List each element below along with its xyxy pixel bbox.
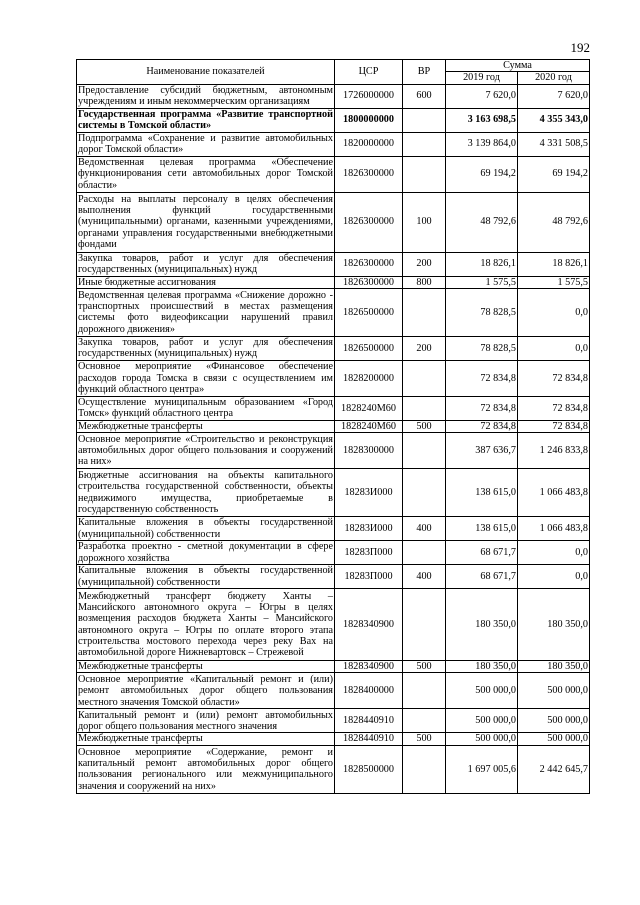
row-vr-cell	[403, 156, 446, 192]
row-value-2019-cell: 1 697 005,6	[446, 745, 518, 793]
table-row	[77, 541, 590, 565]
row-name-cell: Основное мероприятие «Содержание, ремонт и капитальный ремонт автомобильных дорог общего пользования регионального или межмуниципального значения и сооружений на них»	[78, 746, 333, 792]
row-vr-cell: 600	[403, 84, 446, 108]
row-vr-cell: 400	[403, 565, 446, 589]
table-row	[77, 709, 590, 733]
table-row	[77, 733, 590, 745]
row-value-2020-cell: 2 442 645,7	[518, 745, 590, 793]
row-vr-cell	[403, 745, 446, 793]
row-vr-cell	[403, 360, 446, 396]
row-code-cell: 1828440910	[335, 733, 403, 745]
table-row	[77, 396, 590, 420]
row-name-cell: Закупка товаров, работ и услуг для обеспечения государственных (муниципальных) нужд	[78, 252, 333, 276]
row-code-cell: 1820000000	[335, 132, 403, 156]
table-row	[77, 661, 590, 673]
row-code-cell: 1826300000	[335, 192, 403, 252]
row-vr-cell	[403, 589, 446, 661]
row-value-2020-cell: 18 826,1	[518, 252, 590, 276]
row-vr-cell	[403, 132, 446, 156]
row-value-2019-cell: 68 671,7	[446, 541, 518, 565]
table-row	[77, 288, 590, 336]
table-row	[77, 336, 590, 360]
row-code-cell: 1800000000	[335, 108, 403, 132]
row-name-cell: Бюджетные ассигнования на объекты капитального строительства государственной собственности, объекты недвижимого имущества, приобретаемые в государственную собственность	[78, 470, 333, 515]
row-value-2019-cell: 3 163 698,5	[446, 108, 518, 132]
table-row	[77, 132, 590, 156]
table-body	[77, 84, 590, 793]
row-vr-cell	[403, 673, 446, 709]
row-name-cell: Осуществление муниципальным образованием «Город Томск» функций областного центра	[78, 397, 333, 420]
row-value-2019-cell: 180 350,0	[446, 589, 518, 661]
row-vr-cell	[403, 469, 446, 517]
row-vr-cell	[403, 541, 446, 565]
row-name-cell: Расходы на выплаты персоналу в целях обеспечения выполнения функций государственными (муниципальными) органами, казенными учреждениями, органами управления государственными внебюджетными фондами	[77, 192, 335, 252]
row-value-2019-cell: 69 194,2	[446, 156, 518, 192]
row-value-2020-cell: 1 575,5	[518, 276, 590, 288]
row-code-cell: 1826300000	[335, 252, 403, 276]
row-vr-cell: 800	[403, 276, 446, 288]
row-vr-cell: 100	[403, 192, 446, 252]
row-code-cell: 1826500000	[335, 288, 403, 336]
row-value-2020-cell: 1 066 483,8	[518, 469, 590, 517]
row-name-cell: Межбюджетный трансферт бюджету Ханты – Мансийского автономного округа – Югры в целях возмещения расходов бюджета Ханты – Мансийского автономного округа – Югры по оплате второго этапа строительства мостового перехода через реку Вах на автомобильной дороге Нижневартовск – Стрежевой	[77, 589, 335, 661]
row-value-2020-cell: 180 350,0	[518, 589, 590, 661]
row-code-cell: 18283И000	[335, 517, 403, 541]
row-value-2019-cell: 48 792,6	[446, 192, 518, 252]
row-name-cell: Капитальный ремонт и (или) ремонт автомобильных дорог общего пользования местного значения	[78, 709, 333, 732]
row-value-2019-cell: 387 636,7	[446, 433, 518, 469]
row-vr-cell	[403, 433, 446, 469]
row-value-2020-cell: 72 834,8	[518, 420, 590, 432]
row-code-cell: 1828240М60	[335, 420, 403, 432]
row-value-2019-cell: 180 350,0	[446, 661, 518, 673]
header-vr: ВР	[403, 60, 446, 85]
table-row	[77, 517, 590, 541]
table-row	[77, 360, 590, 396]
table-row	[77, 673, 590, 709]
row-code-cell: 1828500000	[335, 745, 403, 793]
row-value-2020-cell: 500 000,0	[518, 709, 590, 733]
row-vr-cell: 500	[403, 661, 446, 673]
row-vr-cell: 400	[403, 517, 446, 541]
row-value-2019-cell: 72 834,8	[446, 420, 518, 432]
row-value-2020-cell: 0,0	[518, 288, 590, 336]
row-value-2019-cell: 72 834,8	[446, 360, 518, 396]
row-name-cell: Межбюджетные трансферты	[77, 420, 335, 432]
row-value-2020-cell: 1 066 483,8	[518, 517, 590, 541]
row-code-cell: 1826300000	[335, 276, 403, 288]
row-vr-cell: 500	[403, 733, 446, 745]
header-year-2020: 2020 год	[518, 72, 590, 84]
table-row	[77, 589, 590, 661]
row-name-cell: Основное мероприятие «Финансовое обеспечение расходов города Томска в связи с осуществлением им функций областного центра»	[78, 361, 333, 396]
row-code-cell: 18283П000	[335, 565, 403, 589]
row-vr-cell: 200	[403, 336, 446, 360]
row-code-cell: 1828340900	[335, 661, 403, 673]
row-value-2020-cell: 0,0	[518, 541, 590, 565]
row-value-2020-cell: 0,0	[518, 565, 590, 589]
row-vr-cell: 200	[403, 252, 446, 276]
row-name-cell: Межбюджетные трансферты	[77, 661, 335, 673]
row-value-2019-cell: 78 828,5	[446, 288, 518, 336]
row-value-2020-cell: 72 834,8	[518, 396, 590, 420]
table-header-row	[77, 60, 590, 72]
row-value-2020-cell: 4 331 508,5	[518, 132, 590, 156]
row-value-2020-cell: 7 620,0	[518, 84, 590, 108]
row-value-2020-cell: 4 355 343,0	[518, 108, 590, 132]
row-value-2019-cell: 500 000,0	[446, 673, 518, 709]
row-value-2019-cell: 72 834,8	[446, 396, 518, 420]
row-name-cell: Основное мероприятие «Капитальный ремонт и (или) ремонт автомобильных дорог общего пользования местного значения Томской области»	[78, 674, 333, 708]
row-value-2019-cell: 138 615,0	[446, 469, 518, 517]
row-value-2020-cell: 180 350,0	[518, 661, 590, 673]
table-row	[77, 745, 590, 793]
page-number: 192	[570, 40, 590, 55]
row-code-cell: 1828240М60	[335, 396, 403, 420]
row-code-cell: 18283И000	[335, 469, 403, 517]
row-value-2020-cell: 48 792,6	[518, 192, 590, 252]
row-name-cell: Основное мероприятие «Строительство и реконструкция автомобильных дорог общего пользования и сооружений на них»	[78, 433, 333, 468]
row-value-2020-cell: 69 194,2	[518, 156, 590, 192]
table-row	[77, 433, 590, 469]
row-code-cell: 1828200000	[335, 360, 403, 396]
table-row	[77, 420, 590, 432]
header-sum: Сумма	[446, 60, 590, 72]
row-value-2020-cell: 0,0	[518, 336, 590, 360]
table-row	[77, 192, 590, 252]
row-value-2019-cell: 500 000,0	[446, 733, 518, 745]
row-value-2019-cell: 1 575,5	[446, 276, 518, 288]
row-value-2019-cell: 7 620,0	[446, 84, 518, 108]
table-row	[77, 252, 590, 276]
header-code: ЦСР	[335, 60, 403, 85]
row-vr-cell	[403, 396, 446, 420]
table-row	[77, 108, 590, 132]
row-name-cell: Предоставление субсидий бюджетным, автономным учреждениям и иным некоммерческим организациям	[78, 84, 333, 108]
row-value-2019-cell: 78 828,5	[446, 336, 518, 360]
row-vr-cell	[403, 709, 446, 733]
row-name-cell: Государственная программа «Развитие транспортной системы в Томской области»	[78, 108, 333, 132]
row-code-cell: 1828340900	[335, 589, 403, 661]
row-name-cell: Ведомственная целевая программа «Снижение дорожно - транспортных происшествий в местах размещения системы фото видеофиксации нарушений правил дорожного движения»	[78, 289, 333, 335]
row-value-2019-cell: 18 826,1	[446, 252, 518, 276]
table-row	[77, 84, 590, 108]
row-name-cell: Ведомственная целевая программа «Обеспечение функционирования сети автомобильных дорог Томской области»	[78, 157, 333, 191]
row-name-cell: Капитальные вложения в объекты государственной (муниципальной) собственности	[78, 517, 333, 540]
row-vr-cell: 500	[403, 420, 446, 432]
table-row	[77, 156, 590, 192]
row-value-2020-cell: 500 000,0	[518, 733, 590, 745]
row-name-cell: Межбюджетные трансферты	[77, 733, 335, 745]
table-row	[77, 469, 590, 517]
row-code-cell: 1828300000	[335, 433, 403, 469]
row-code-cell: 1826500000	[335, 336, 403, 360]
row-name-cell: Иные бюджетные ассигнования	[77, 276, 335, 288]
row-vr-cell	[403, 288, 446, 336]
row-name-cell: Подпрограмма «Сохранение и развитие автомобильных дорог Томской области»	[78, 132, 333, 156]
header-name: Наименование показателей	[77, 60, 335, 85]
row-value-2019-cell: 500 000,0	[446, 709, 518, 733]
table-row	[77, 276, 590, 288]
row-code-cell: 18283П000	[335, 541, 403, 565]
row-value-2019-cell: 68 671,7	[446, 565, 518, 589]
row-code-cell: 1828400000	[335, 673, 403, 709]
row-code-cell: 1828440910	[335, 709, 403, 733]
row-value-2019-cell: 3 139 864,0	[446, 132, 518, 156]
row-code-cell: 1826300000	[335, 156, 403, 192]
header-year-2019: 2019 год	[446, 72, 518, 84]
row-name-cell: Капитальные вложения в объекты государственной (муниципальной) собственности	[78, 565, 333, 588]
row-code-cell: 1726000000	[335, 84, 403, 108]
budget-table	[76, 59, 590, 794]
row-value-2020-cell: 500 000,0	[518, 673, 590, 709]
table-row	[77, 565, 590, 589]
row-name-cell: Закупка товаров, работ и услуг для обеспечения государственных (муниципальных) нужд	[78, 337, 333, 360]
row-vr-cell	[403, 108, 446, 132]
row-value-2020-cell: 1 246 833,8	[518, 433, 590, 469]
row-value-2020-cell: 72 834,8	[518, 360, 590, 396]
row-value-2019-cell: 138 615,0	[446, 517, 518, 541]
row-name-cell: Разработка проектно - сметной документации в сфере дорожного хозяйства	[78, 541, 333, 564]
